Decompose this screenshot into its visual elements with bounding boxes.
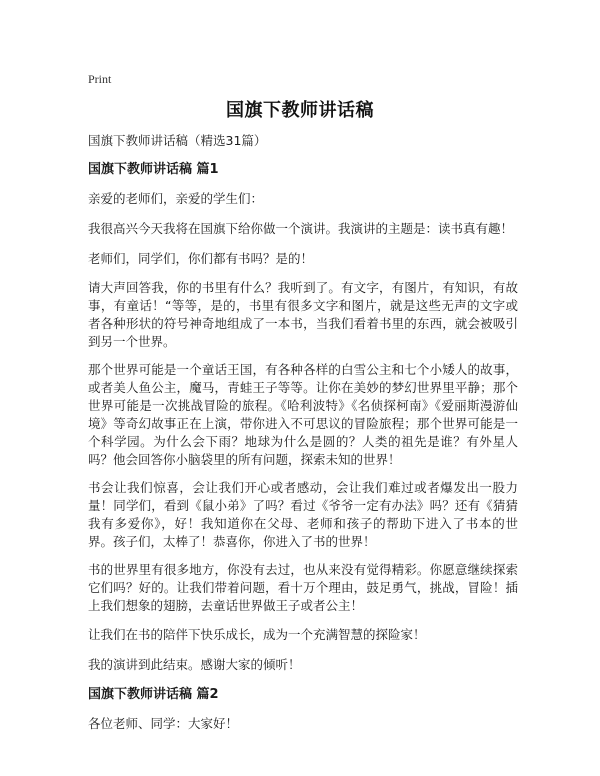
- paragraph-grow: 让我们在书的陪伴下快乐成长，成为一个充满智慧的探险家！: [88, 627, 426, 642]
- paragraph-explore: 书的世界里有很多地方，你没有去过，也从来没有觉得精彩。你愿意继续探索它们吗？好的。让我们带着问题，看十万个理由，鼓足勇气，挑战，冒险！插上我们想象的翅膀，去童话世界做王子或者公主！: [88, 562, 518, 613]
- paragraph-greeting: 亲爱的老师们，亲爱的学生们：: [88, 191, 264, 206]
- paragraph-question: 老师们，同学们，你们都有书吗？是的！: [88, 251, 314, 266]
- document-subtitle: 国旗下教师讲话稿（精选31篇）: [88, 133, 267, 148]
- print-label: Print: [88, 72, 112, 86]
- section-heading-2: 国旗下教师讲话稿 篇2: [88, 687, 219, 702]
- paragraph-closing: 我的演讲到此结束。感谢大家的倾听！: [88, 657, 301, 672]
- paragraph-intro: 我很高兴今天我将在国旗下给你做一个演讲。我演讲的主题是：读书真有趣！: [88, 221, 514, 236]
- page-title: 国旗下教师讲话稿: [226, 100, 374, 121]
- document-body: [88, 131, 518, 744]
- section-heading-1: 国旗下教师讲话稿 篇1: [88, 162, 219, 177]
- paragraph-greeting-2: 各位老师、同学：大家好！: [88, 716, 239, 731]
- paragraph-book-surprise: 书会让我们惊喜，会让我们开心或者感动，会让我们难过或者爆发出一股力量！同学们，看到《鼠小弟》了吗？看过《爷爷一定有办法》吗？还有《猜猜我有多爱你》，好！我知道你在父母、老师和孩子的帮助下进入了书本的世界。孩子们，太棒了！恭喜你，你进入了书的世界！: [88, 480, 518, 549]
- paragraph-book-contents: 请大声回答我，你的书里有什么？我听到了。有文字，有图片，有知识，有故事，有童话！“等等，是的，书里有很多文字和图片，就是这些无声的文字或者各种形状的符号神奇地组成了一本书，当我们看着书里的东西，就会被吸引到另一个世界。: [88, 280, 518, 349]
- paragraph-book-worlds: 那个世界可能是一个童话王国，有各种各样的白雪公主和七个小矮人的故事，或者美人鱼公主，魔马，青蛙王子等等。让你在美妙的梦幻世界里平静；那个世界可能是一次挑战冒险的旅程。《哈利波特》《名侦探柯南》《爱丽斯漫游仙境》等奇幻故事正在上演，带你进入不可思议的冒险旅程；那个世界可能是一个科学园。为什么会下雨？地球为什么是圆的？人类的祖先是谁？有外星人吗？他会回答你小脑袋里的所有问题，探索未知的世界！: [88, 362, 518, 467]
